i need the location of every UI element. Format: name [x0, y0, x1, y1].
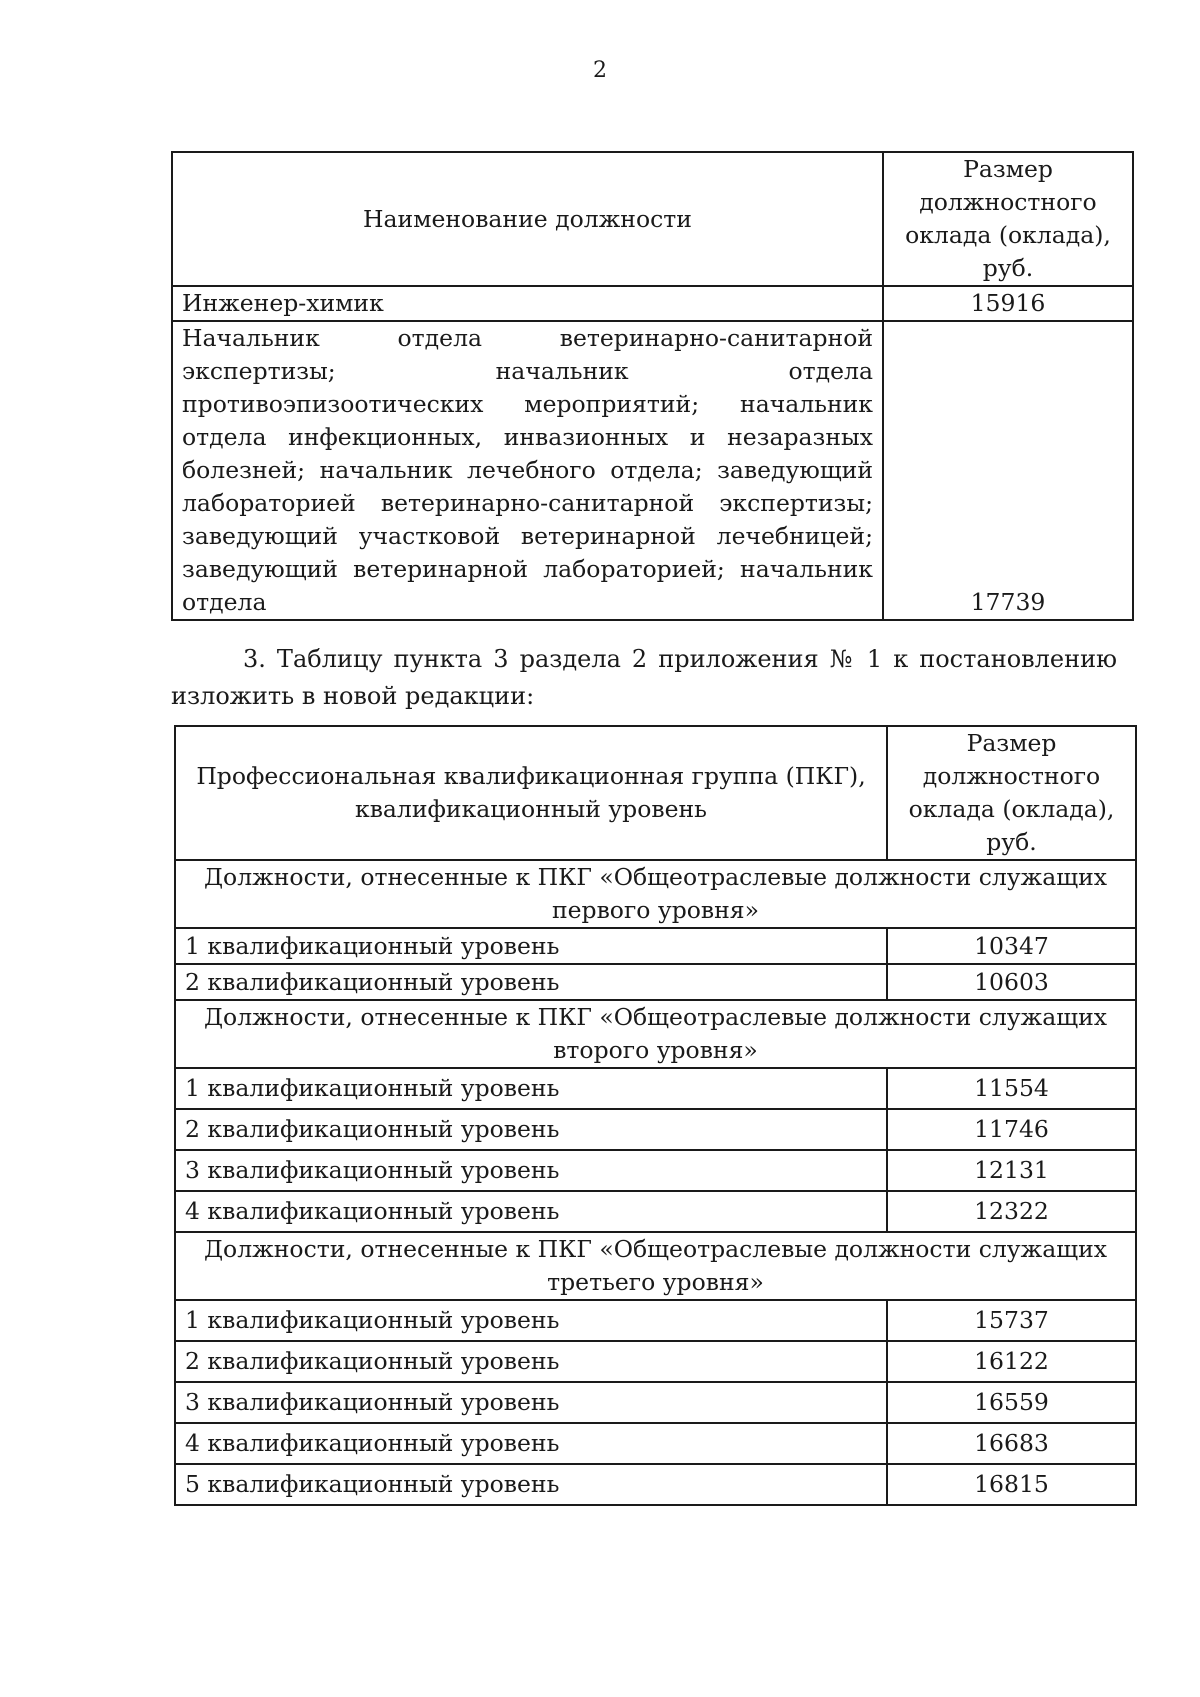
table-row	[172, 321, 1133, 620]
salary-value: 12322	[887, 1191, 1136, 1232]
table-row	[175, 1068, 1136, 1109]
table-row	[172, 286, 1133, 321]
table-row	[175, 1191, 1136, 1232]
level-name: 1 квалификационный уровень	[175, 928, 887, 964]
level-name: 5 квалификационный уровень	[175, 1464, 887, 1505]
salary-value: 11746	[887, 1109, 1136, 1150]
level-name: 1 квалификационный уровень	[175, 1300, 887, 1341]
level-name: 3 квалификационный уровень	[175, 1150, 887, 1191]
table-row	[175, 1300, 1136, 1341]
salary-value: 16815	[887, 1464, 1136, 1505]
salary-value: 10347	[887, 928, 1136, 964]
amendment-paragraph: 3. Таблицу пункта 3 раздела 2 приложения № 1 к постановлению изложить в новой редакции:	[171, 645, 1117, 710]
salary-value: 10603	[887, 964, 1136, 1000]
column-header-group: Профессиональная квалификационная группа (ПКГ), квалификационный уровень	[175, 726, 887, 860]
level-name: 2 квалификационный уровень	[175, 964, 887, 1000]
salary-value: 11554	[887, 1068, 1136, 1109]
table-row	[175, 928, 1136, 964]
page-number: 2	[593, 58, 607, 83]
table-row	[175, 1341, 1136, 1382]
salary-value: 12131	[887, 1150, 1136, 1191]
table-header-row	[175, 726, 1136, 860]
salary-value: 15916	[883, 286, 1133, 321]
salary-value: 16683	[887, 1423, 1136, 1464]
positions-table	[171, 151, 1134, 621]
position-name: Инженер-химик	[172, 286, 883, 321]
qualification-groups-table	[174, 725, 1137, 1506]
group-header-row	[175, 1232, 1136, 1300]
column-header-salary: Размер должностного оклада (оклада), руб.	[887, 726, 1136, 860]
level-name: 2 квалификационный уровень	[175, 1341, 887, 1382]
salary-value: 16122	[887, 1341, 1136, 1382]
group-header-row	[175, 1000, 1136, 1068]
level-name: 1 квалификационный уровень	[175, 1068, 887, 1109]
table-row	[175, 1382, 1136, 1423]
table-row	[175, 1150, 1136, 1191]
salary-value: 16559	[887, 1382, 1136, 1423]
column-header-salary: Размер должностного оклада (оклада), руб.	[883, 152, 1133, 286]
level-name: 4 квалификационный уровень	[175, 1191, 887, 1232]
salary-value: 17739	[883, 321, 1133, 620]
group-title: Должности, отнесенные к ПКГ «Общеотраслевые должности служащих первого уровня»	[175, 860, 1136, 928]
table-row	[175, 1109, 1136, 1150]
table-row	[175, 1423, 1136, 1464]
level-name: 4 квалификационный уровень	[175, 1423, 887, 1464]
table-row	[175, 1464, 1136, 1505]
salary-value: 15737	[887, 1300, 1136, 1341]
level-name: 3 квалификационный уровень	[175, 1382, 887, 1423]
table-row	[175, 964, 1136, 1000]
group-title: Должности, отнесенные к ПКГ «Общеотраслевые должности служащих второго уровня»	[175, 1000, 1136, 1068]
group-title: Должности, отнесенные к ПКГ «Общеотраслевые должности служащих третьего уровня»	[175, 1232, 1136, 1300]
group-header-row	[175, 860, 1136, 928]
position-name: Начальник отдела ветеринарно-санитарной экспертизы; начальник отдела противоэпизоотических мероприятий; начальник отдела инфекционных, инвазионных и незаразных болезней; начальник лечебного отдела; заведующий лабораторией ветеринарно-санитарной экспертизы; заведующий участковой ветеринарной лечебницей; заведующий ветеринарной лабораторией; начальник отдела	[172, 321, 883, 620]
column-header-position: Наименование должности	[172, 152, 883, 286]
level-name: 2 квалификационный уровень	[175, 1109, 887, 1150]
table-header-row	[172, 152, 1133, 286]
